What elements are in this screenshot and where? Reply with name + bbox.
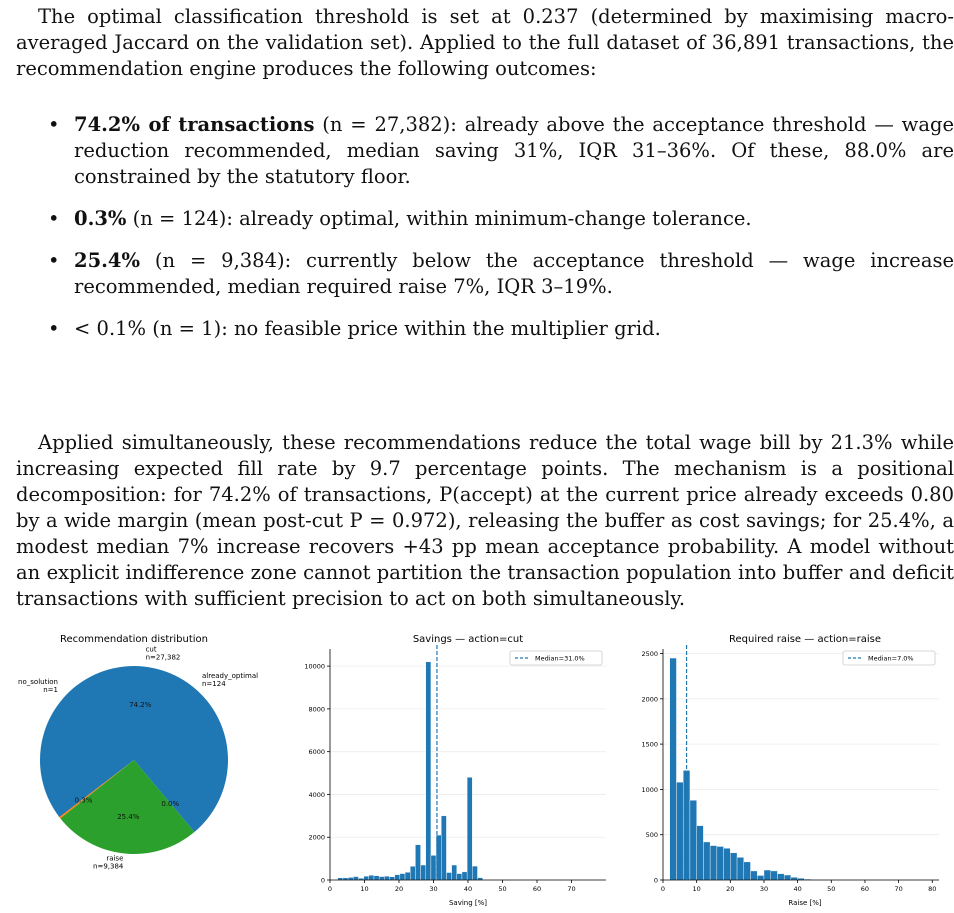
savings-bar bbox=[472, 866, 477, 880]
savings-bar bbox=[400, 874, 405, 880]
raise-bar bbox=[757, 875, 764, 880]
raise-xtick-label: 50 bbox=[827, 885, 835, 893]
savings-xtick-label: 0 bbox=[328, 885, 332, 893]
raise-bar bbox=[730, 853, 737, 880]
figure-svg bbox=[0, 626, 954, 909]
outcome-bold: 0.3% bbox=[74, 207, 126, 230]
raise-bar bbox=[703, 842, 710, 880]
raise-ytick-label: 2500 bbox=[641, 650, 658, 658]
intro-paragraph: The optimal classification threshold is set at 0.237 (determined by maximising macro-averaged Jaccard on the validation set). Applied to the full dataset of 36,891 transactions, the recommendation engine produces the following outcomes: bbox=[16, 4, 954, 82]
savings-ytick-label: 4000 bbox=[308, 791, 325, 799]
raise-bar bbox=[764, 870, 771, 880]
savings-bar bbox=[452, 865, 457, 880]
raise-bar bbox=[784, 875, 791, 880]
savings-ytick-label: 2000 bbox=[308, 834, 325, 842]
raise-bar bbox=[710, 846, 717, 880]
raise-bar bbox=[777, 874, 784, 880]
bullet-icon: • bbox=[48, 206, 60, 232]
outcome-bold: 74.2% of transactions bbox=[74, 113, 314, 136]
pie-n-label: n=1 bbox=[43, 686, 58, 694]
pie-n-label: n=27,382 bbox=[146, 653, 181, 661]
raise-xtick-label: 60 bbox=[861, 885, 869, 893]
bullet-icon: • bbox=[48, 248, 60, 274]
raise-legend-label: Median=7.0% bbox=[868, 655, 914, 663]
savings-bar bbox=[379, 877, 384, 880]
savings-title: Savings — action=cut bbox=[413, 634, 523, 645]
savings-legend-label: Median=31.0% bbox=[535, 655, 585, 663]
pie-pct-label: 25.4% bbox=[117, 813, 140, 821]
pie-name-label: raise bbox=[106, 855, 123, 863]
pie-name-label: cut bbox=[146, 645, 157, 653]
savings-xtick-label: 60 bbox=[533, 885, 541, 893]
outcome-text: (n = 9,384): currently below the acceptance threshold — wage increase recommended, median required raise 7%, IQR 3–19%. bbox=[74, 249, 954, 298]
savings-ytick-label: 10000 bbox=[304, 663, 325, 671]
pie-pct-label: 0.0% bbox=[161, 800, 179, 808]
pie-chart bbox=[18, 634, 258, 871]
savings-bar bbox=[415, 845, 420, 880]
raise-bar bbox=[791, 877, 798, 880]
savings-ytick-label: 0 bbox=[321, 877, 325, 885]
savings-ytick-label: 8000 bbox=[308, 705, 325, 713]
list-item bbox=[48, 316, 954, 342]
raise-xtick-label: 20 bbox=[726, 885, 734, 893]
pie-name-label: no_solution bbox=[18, 678, 58, 686]
raise-bar bbox=[690, 800, 697, 880]
raise-ytick-label: 500 bbox=[646, 831, 658, 839]
raise-bar bbox=[717, 846, 724, 880]
outcome-text: < 0.1% (n = 1): no feasible price within the multiplier grid. bbox=[74, 317, 661, 340]
bullet-icon: • bbox=[48, 112, 60, 138]
savings-bar bbox=[467, 777, 472, 880]
raise-title: Required raise — action=raise bbox=[729, 634, 881, 645]
savings-bar bbox=[405, 872, 410, 880]
raise-bar bbox=[771, 871, 778, 880]
savings-bar bbox=[462, 872, 467, 880]
savings-bar bbox=[446, 873, 451, 880]
pie-n-label: n=124 bbox=[202, 680, 226, 688]
list-item bbox=[48, 112, 954, 190]
savings-bar bbox=[390, 877, 395, 880]
savings-bar bbox=[421, 865, 426, 880]
raise-xtick-label: 40 bbox=[793, 885, 801, 893]
savings-xlabel: Saving [%] bbox=[449, 899, 487, 907]
raise-histogram bbox=[641, 634, 939, 907]
savings-histogram bbox=[304, 634, 606, 907]
list-item bbox=[48, 248, 954, 300]
raise-xtick-label: 10 bbox=[693, 885, 701, 893]
raise-bar bbox=[697, 826, 704, 880]
savings-bar bbox=[410, 866, 415, 880]
raise-ytick-label: 2000 bbox=[641, 695, 658, 703]
raise-bar bbox=[676, 782, 683, 880]
savings-bar bbox=[353, 877, 358, 880]
savings-bar bbox=[426, 662, 431, 880]
pie-pct-label: 74.2% bbox=[129, 701, 152, 709]
list-item bbox=[48, 206, 954, 232]
raise-ytick-label: 1500 bbox=[641, 741, 658, 749]
pie-pct-label: 0.3% bbox=[75, 796, 93, 804]
raise-xtick-label: 0 bbox=[661, 885, 665, 893]
savings-xtick-label: 70 bbox=[567, 885, 575, 893]
savings-bar bbox=[457, 874, 462, 880]
bullet-icon: • bbox=[48, 316, 60, 342]
savings-xtick-label: 40 bbox=[464, 885, 472, 893]
savings-bar bbox=[431, 855, 436, 880]
savings-bar bbox=[364, 876, 369, 880]
outcome-text: (n = 124): already optimal, within minimum-change tolerance. bbox=[126, 207, 751, 230]
savings-bar bbox=[369, 875, 374, 880]
savings-xtick-label: 10 bbox=[360, 885, 368, 893]
raise-xtick-label: 30 bbox=[760, 885, 768, 893]
savings-xtick-label: 30 bbox=[429, 885, 437, 893]
raise-ytick-label: 1000 bbox=[641, 786, 658, 794]
raise-xlabel: Raise [%] bbox=[788, 899, 822, 907]
savings-bar bbox=[441, 816, 446, 880]
raise-xtick-label: 70 bbox=[894, 885, 902, 893]
savings-xtick-label: 20 bbox=[395, 885, 403, 893]
mechanism-paragraph: Applied simultaneously, these recommendations reduce the total wage bill by 21.3% while increasing expected fill rate by 9.7 percentage points. The mechanism is a positional decomposition: for 74.2% of transactions, P(accept) at the current price already exceeds 0.80 by a wide margin (mean post-cut P = 0.972), releasing the buffer as cost savings; for 25.4%, a modest median 7% increase recovers +43 pp mean acceptance probability. A model without an explicit indifference zone cannot partition the transaction population into buffer and deficit transactions with sufficient precision to act on both simultaneously. bbox=[16, 430, 954, 612]
figure bbox=[0, 626, 954, 909]
savings-xtick-label: 50 bbox=[498, 885, 506, 893]
pie-name-label: already_optimal bbox=[202, 672, 258, 680]
raise-bar bbox=[744, 862, 751, 880]
raise-bar bbox=[737, 857, 744, 880]
raise-ytick-label: 0 bbox=[654, 877, 658, 885]
savings-bar bbox=[384, 876, 389, 880]
outcome-bold: 25.4% bbox=[74, 249, 140, 272]
raise-bar bbox=[724, 848, 731, 880]
savings-bar bbox=[374, 876, 379, 880]
savings-ytick-label: 6000 bbox=[308, 748, 325, 756]
raise-bar bbox=[751, 871, 758, 880]
raise-xtick-label: 80 bbox=[928, 885, 936, 893]
outcome-list bbox=[48, 112, 954, 342]
outcome-text: (n = 27,382): already above the acceptance threshold — wage reduction recommended, median saving 31%, IQR 31–36%. Of these, 88.0% are constrained by the statutory floor. bbox=[74, 113, 954, 188]
pie-title: Recommendation distribution bbox=[60, 634, 208, 645]
savings-bar bbox=[395, 875, 400, 880]
pie-n-label: n=9,384 bbox=[93, 863, 124, 871]
raise-bar bbox=[670, 658, 677, 880]
